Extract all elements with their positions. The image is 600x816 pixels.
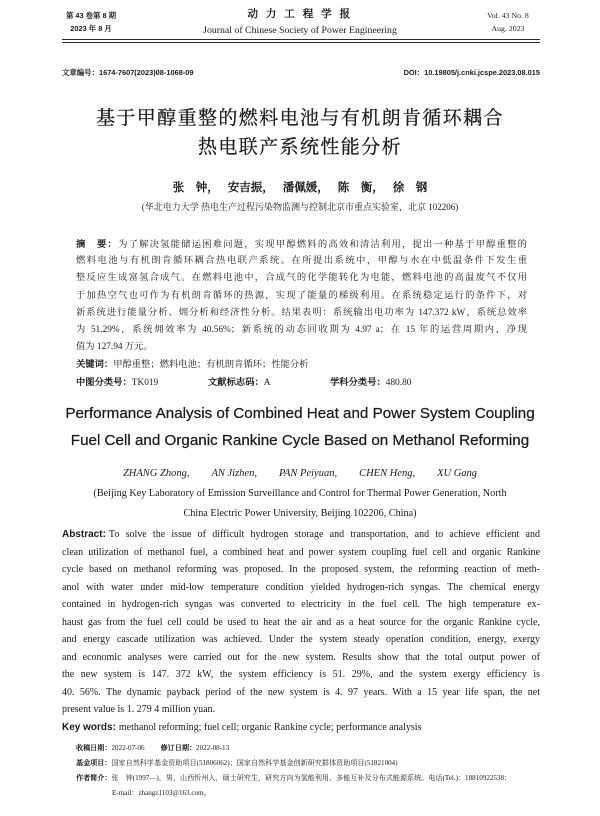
keywords-en-text: methanol reforming; fuel cell; organic Rankine cycle; performance analysis xyxy=(118,721,422,733)
abstract-en-line: and economic analyses were carried out for the new system. Results show that the total output power of xyxy=(62,651,540,663)
journal-name-cn: 动 力 工 程 学 报 xyxy=(247,8,353,20)
header-volume-cn xyxy=(56,10,126,35)
author-cn: 陈 衡， xyxy=(337,182,384,194)
title-en-line: Performance Analysis of Combined Heat and Power System Coupling xyxy=(65,405,535,422)
affiliation-en-line: (Beijing Key Laboratory of Emission Surveillance and Control for Thermal Power Generation, North xyxy=(93,488,507,499)
abstract-en-line: and energy cascade utilization was achieved. Under the system steady operation condition, energy, exergy xyxy=(62,634,540,645)
volume-en: Vol. 43 No. 8 xyxy=(487,11,529,20)
keywords-cn xyxy=(76,356,527,373)
abstract-cn-line: 为 51.29%，系统㶲效率为 40.56%；新系统的动态回收期为 4.97 a；在 15 年的运营周期内，净现 xyxy=(76,324,527,335)
doi-label: DOI： xyxy=(403,68,425,77)
abstract-cn xyxy=(76,236,527,391)
affiliation-cn: (华北电力大学 热电生产过程污染物监测与控制北京市重点实验室，北京 102206) xyxy=(141,202,459,212)
date-en: Aug. 2023 xyxy=(491,23,525,33)
author-en: XU Gang xyxy=(437,468,478,479)
abstract-en-line: anol with water under mid-low temperature condition yielded hydrogen-rich syngas. The chemical energy xyxy=(62,581,540,593)
title-cn-line: 基于甲醇重整的燃料电池与有机朗肯循环耦合 xyxy=(95,108,504,129)
author-en: PAN Peiyuan, xyxy=(278,468,338,479)
abstract-en xyxy=(62,526,540,736)
abstract-cn-line xyxy=(76,236,527,253)
abstract-en-label: Abstract: xyxy=(62,529,106,540)
article-number-label: 文章编号： xyxy=(62,68,99,77)
abstract-cn-text: 为了解决氢能储运困难问题，实现甲醇燃料的高效和清洁利用，提出一种基于甲醇重整的 xyxy=(118,240,527,250)
abstract-en-line xyxy=(62,526,540,544)
title-en-line: Fuel Cell and Organic Rankine Cycle Based on Methanol Reforming xyxy=(70,432,530,449)
author-email: E-mail：zhangz1103@163.com。 xyxy=(112,789,211,797)
title-en xyxy=(0,400,600,454)
author-bio-text: 张 钟(1997—)，男，山西忻州人，硕士研究生，研究方向为氢能利用、多能互补及分布式能源系统。电话(Tel.)：18810922538； xyxy=(111,774,512,782)
header-journal xyxy=(150,7,450,38)
author-en: ZHANG Zhong, xyxy=(122,468,190,479)
title-cn xyxy=(0,104,600,162)
keywords-en xyxy=(62,719,540,737)
volume-cn: 第 43 卷第 8 期 xyxy=(65,11,117,20)
fund-text: 国家自然科学基金资助项目(51806062)；国家自然科学基金创新研究群体资助项目(51821004) xyxy=(111,759,398,767)
abstract-en-line: contained in hydrogen-rich syngas was converted to electricity in the fuel cell. The high temperature ex- xyxy=(62,599,540,610)
document-code xyxy=(208,374,271,392)
clc-value: TK019 xyxy=(131,377,159,388)
article-info-row xyxy=(62,68,540,78)
subject-code xyxy=(330,374,411,392)
article-number xyxy=(62,68,193,78)
header-rule xyxy=(62,39,540,40)
abstract-cn-line: 整反应生成富氢合成气。在燃料电池中，合成气的化学能转化为电能，燃料电池的高温废气不仅用 xyxy=(76,273,527,284)
header-rule-thin xyxy=(62,42,540,43)
affiliation-en-line: China Electric Power University, Beijing 102206, China) xyxy=(183,508,417,519)
doi-value: 10.19805/j.cnki.jcspe.2023.08.015 xyxy=(424,68,540,77)
abstract-en-line: 40. 56%. The dynamic payback period of the new system is 4. 97 years. With a 15 year life span, the net xyxy=(62,686,540,698)
abstract-cn-line: 于加热空气也可作为有机朗肯循环的热源，实现了能量的梯级利用。在系统稳定运行的条件下，对 xyxy=(76,290,527,301)
subject-code-label: 学科分类号： xyxy=(330,376,386,387)
affiliation-en xyxy=(0,484,600,524)
date-cn: 2023 年 8 月 xyxy=(70,23,112,33)
abstract-cn-line: 新系统进行能量分析、㶲分析和经济性分析。结果表明：系统输出电功率为 147.372 kW，系统总效率 xyxy=(76,307,527,318)
abstract-en-line: the new system is 147. 372 kW, the system efficiency is 51. 29%, and the system exergy efficiency is xyxy=(62,669,540,680)
abstract-en-line: clean utilization of methanol fuel, a combined heat and power system coupling fuel cell and organic Rankine xyxy=(62,546,540,558)
author-cn: 安吉振， xyxy=(227,182,274,194)
article-number-value: 1674-7607(2023)08-1068-09 xyxy=(98,68,194,77)
keywords-en-label: Key words: xyxy=(62,721,116,733)
footnotes xyxy=(76,741,540,801)
authors-cn xyxy=(0,180,600,196)
document-code-value: A xyxy=(263,377,271,388)
subject-code-value: 480.80 xyxy=(385,377,412,388)
header-volume-en xyxy=(472,10,544,35)
received-label: 收稿日期： xyxy=(76,744,112,752)
author-cn: 徐 钢 xyxy=(392,182,428,194)
author-en: CHEN Heng, xyxy=(359,468,416,479)
author-bio-label: 作者简介： xyxy=(76,774,112,782)
abstract-en-text: To solve the issue of difficult hydrogen storage and transportation, and to achieve efficient and xyxy=(108,529,540,540)
clc-label: 中图分类号： xyxy=(76,376,132,387)
revised-label: 修订日期： xyxy=(160,744,197,752)
abstract-cn-line: 值为 127.94 万元。 xyxy=(76,342,153,353)
fund-label: 基金项目： xyxy=(76,759,112,767)
doi xyxy=(404,68,540,78)
revised-date: 2022-08-13 xyxy=(196,744,230,752)
footnote-dates xyxy=(76,741,540,756)
received-date: 2022-07-06 xyxy=(111,744,145,752)
abstract-en-line: present value is 1. 279 4 million yuan. xyxy=(62,704,216,715)
document-code-label: 文献标志码： xyxy=(208,376,264,387)
authors-en xyxy=(0,466,600,482)
author-cn: 张 钟， xyxy=(172,182,219,194)
abstract-cn-line: 燃料电池与有机朗肯循环耦合热电联产系统。在所提出系统中，甲醇与水在中低温条件下发生重 xyxy=(76,256,527,267)
author-en: AN Jizhen, xyxy=(211,468,257,479)
keywords-cn-label: 关键词： xyxy=(76,359,114,370)
abstract-en-line: haust gas from the fuel cell could be used to heat the air and as a heat source for the organic Rankine cycle, xyxy=(62,616,540,628)
classification-row xyxy=(76,374,527,391)
abstract-en-line: cycle based on methanol reforming was proposed. In the proposed system, the reforming reaction of meth- xyxy=(62,564,540,575)
footnote-fund xyxy=(76,756,540,771)
clc-number xyxy=(76,374,158,392)
abstract-cn-label: 摘 要： xyxy=(76,239,119,249)
journal-name-en: Journal of Chinese Society of Power Engineering xyxy=(203,25,397,36)
title-cn-line: 热电联产系统性能分析 xyxy=(197,137,402,158)
keywords-cn-text: 甲醇重整；燃料电池；有机朗肯循环；性能分析 xyxy=(113,360,309,371)
author-cn: 潘佩媛， xyxy=(282,182,329,194)
footnote-author xyxy=(76,771,540,786)
